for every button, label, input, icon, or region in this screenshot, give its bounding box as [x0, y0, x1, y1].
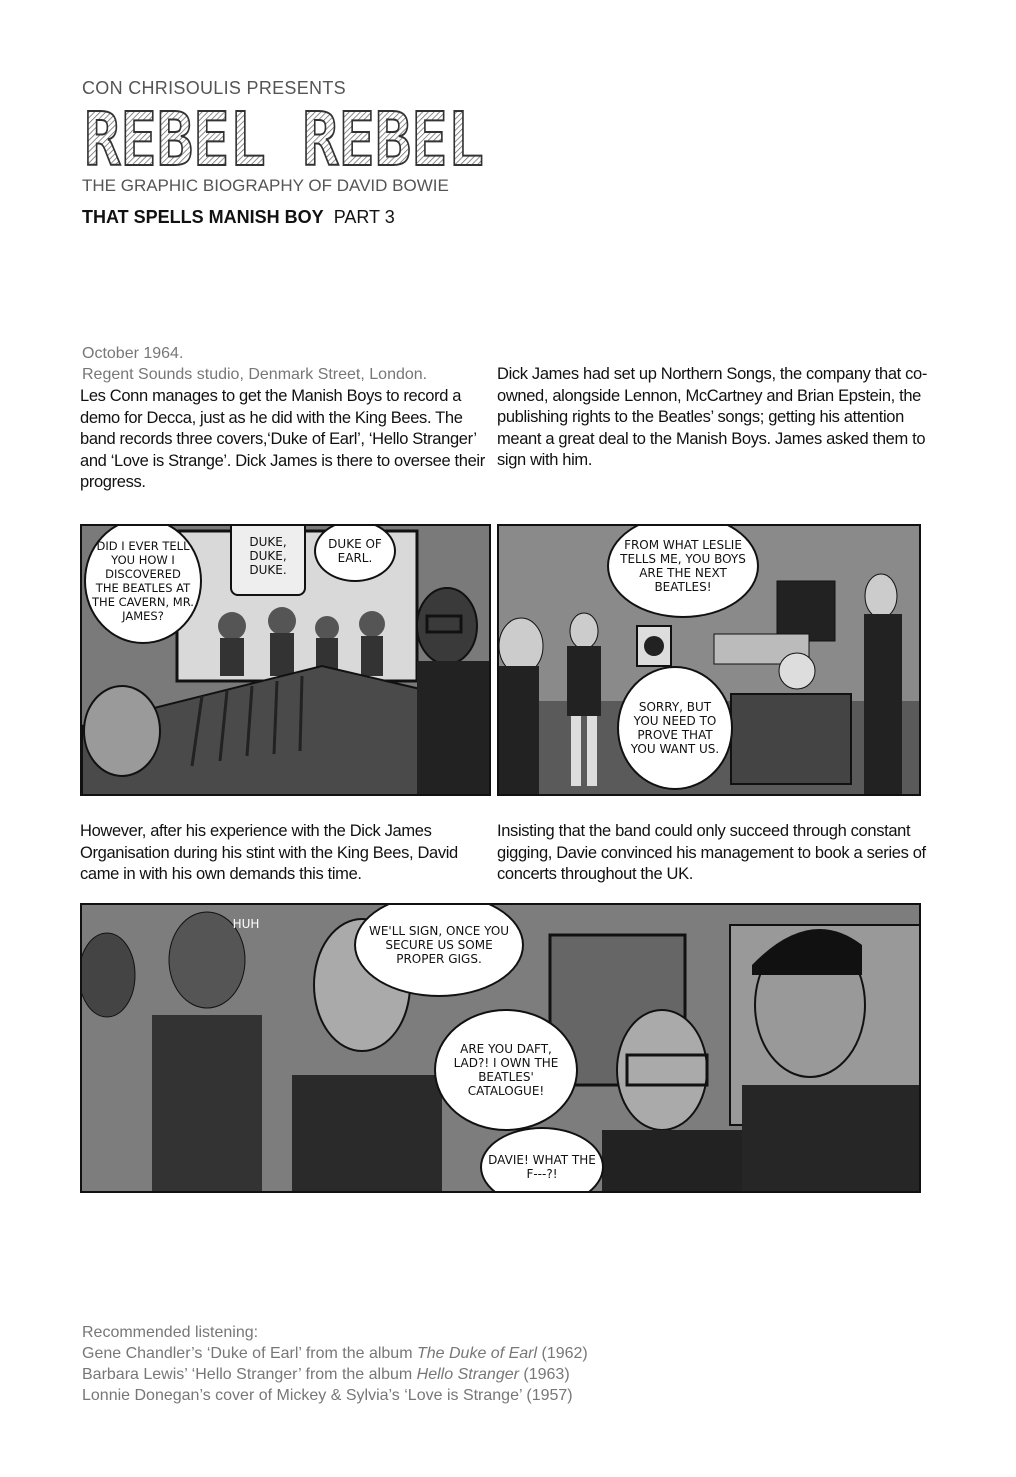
speech-bubble: ARE YOU DAFT, LAD?! I OWN THE BEATLES' CATALOGUE! [434, 1009, 578, 1131]
listening-heading: Recommended listening: [82, 1324, 259, 1341]
book-subtitle: THE GRAPHIC BIOGRAPHY OF DAVID BOWIE [82, 176, 449, 195]
speech-bubble: DUKE OF EARL. [314, 524, 396, 582]
dateline-place: Regent Sounds studio, Denmark Street, London. [82, 366, 428, 383]
listening-item: Lonnie Donegan’s cover of Mickey & Sylvia’s ‘Love is Strange’ (1957) [82, 1387, 573, 1404]
rebel-rebel-logo [82, 107, 487, 171]
recommended-listening [82, 1322, 588, 1406]
exclamation-huh: HUH [232, 917, 260, 931]
episode-title: THAT SPELLS MANISH BOY [82, 207, 324, 227]
caption-3: However, after his experience with the Dick James Organisation during his stint with the King Bees, David came in with his own demands this time. [80, 822, 458, 883]
song-lyric-box: DUKE, DUKE, DUKE. [230, 524, 306, 596]
dateline-date: October 1964. [82, 345, 184, 362]
caption-2: Dick James had set up Northern Songs, the company that co-owned, alongside Lennon, McCartney and Brian Epstein, the publishing rights to the Beatles’ songs; getting his attention meant a great deal to the Manish Boys. James asked them to sign with him. [497, 365, 928, 469]
caption-1: Les Conn manages to get the Manish Boys to record a demo for Decca, just as he did with the King Bees. The band records three covers,‘Duke of Earl’, ‘Hello Stranger’ and ‘Love is Strange’. Dick James is there to oversee their progress. [80, 387, 485, 491]
speech-bubble: DAVIE! WHAT THE F---?! [480, 1127, 604, 1193]
caption-4: Insisting that the band could only succeed through constant gigging, Davie convinced his management to book a series of concerts throughout the UK. [497, 822, 926, 883]
speech-bubble: SORRY, BUT YOU NEED TO PROVE THAT YOU WANT US. [617, 666, 733, 790]
listening-item: Gene Chandler’s ‘Duke of Earl’ from the album The Duke of Earl (1962) [82, 1345, 588, 1362]
episode-part: PART 3 [333, 207, 395, 227]
comic-panel-studio [80, 524, 491, 796]
logo-text: REBEL REBEL [84, 107, 484, 171]
presents-line: CON CHRISOULIS PRESENTS [82, 78, 346, 98]
dateline [82, 343, 427, 385]
comic-panel-office [497, 524, 921, 796]
speech-bubble: FROM WHAT LESLIE TELLS ME, YOU BOYS ARE THE NEXT BEATLES! [607, 524, 759, 618]
speech-bubble: WE'LL SIGN, ONCE YOU SECURE US SOME PROPER GIGS. [354, 903, 524, 997]
listening-item: Barbara Lewis’ ‘Hello Stranger’ from the album Hello Stranger (1963) [82, 1366, 570, 1383]
speech-bubble: DID I EVER TELL YOU HOW I DISCOVERED THE BEATLES AT THE CAVERN, MR. JAMES? [84, 524, 202, 644]
comic-panel-demands [80, 903, 921, 1193]
episode-title-line [82, 207, 395, 228]
